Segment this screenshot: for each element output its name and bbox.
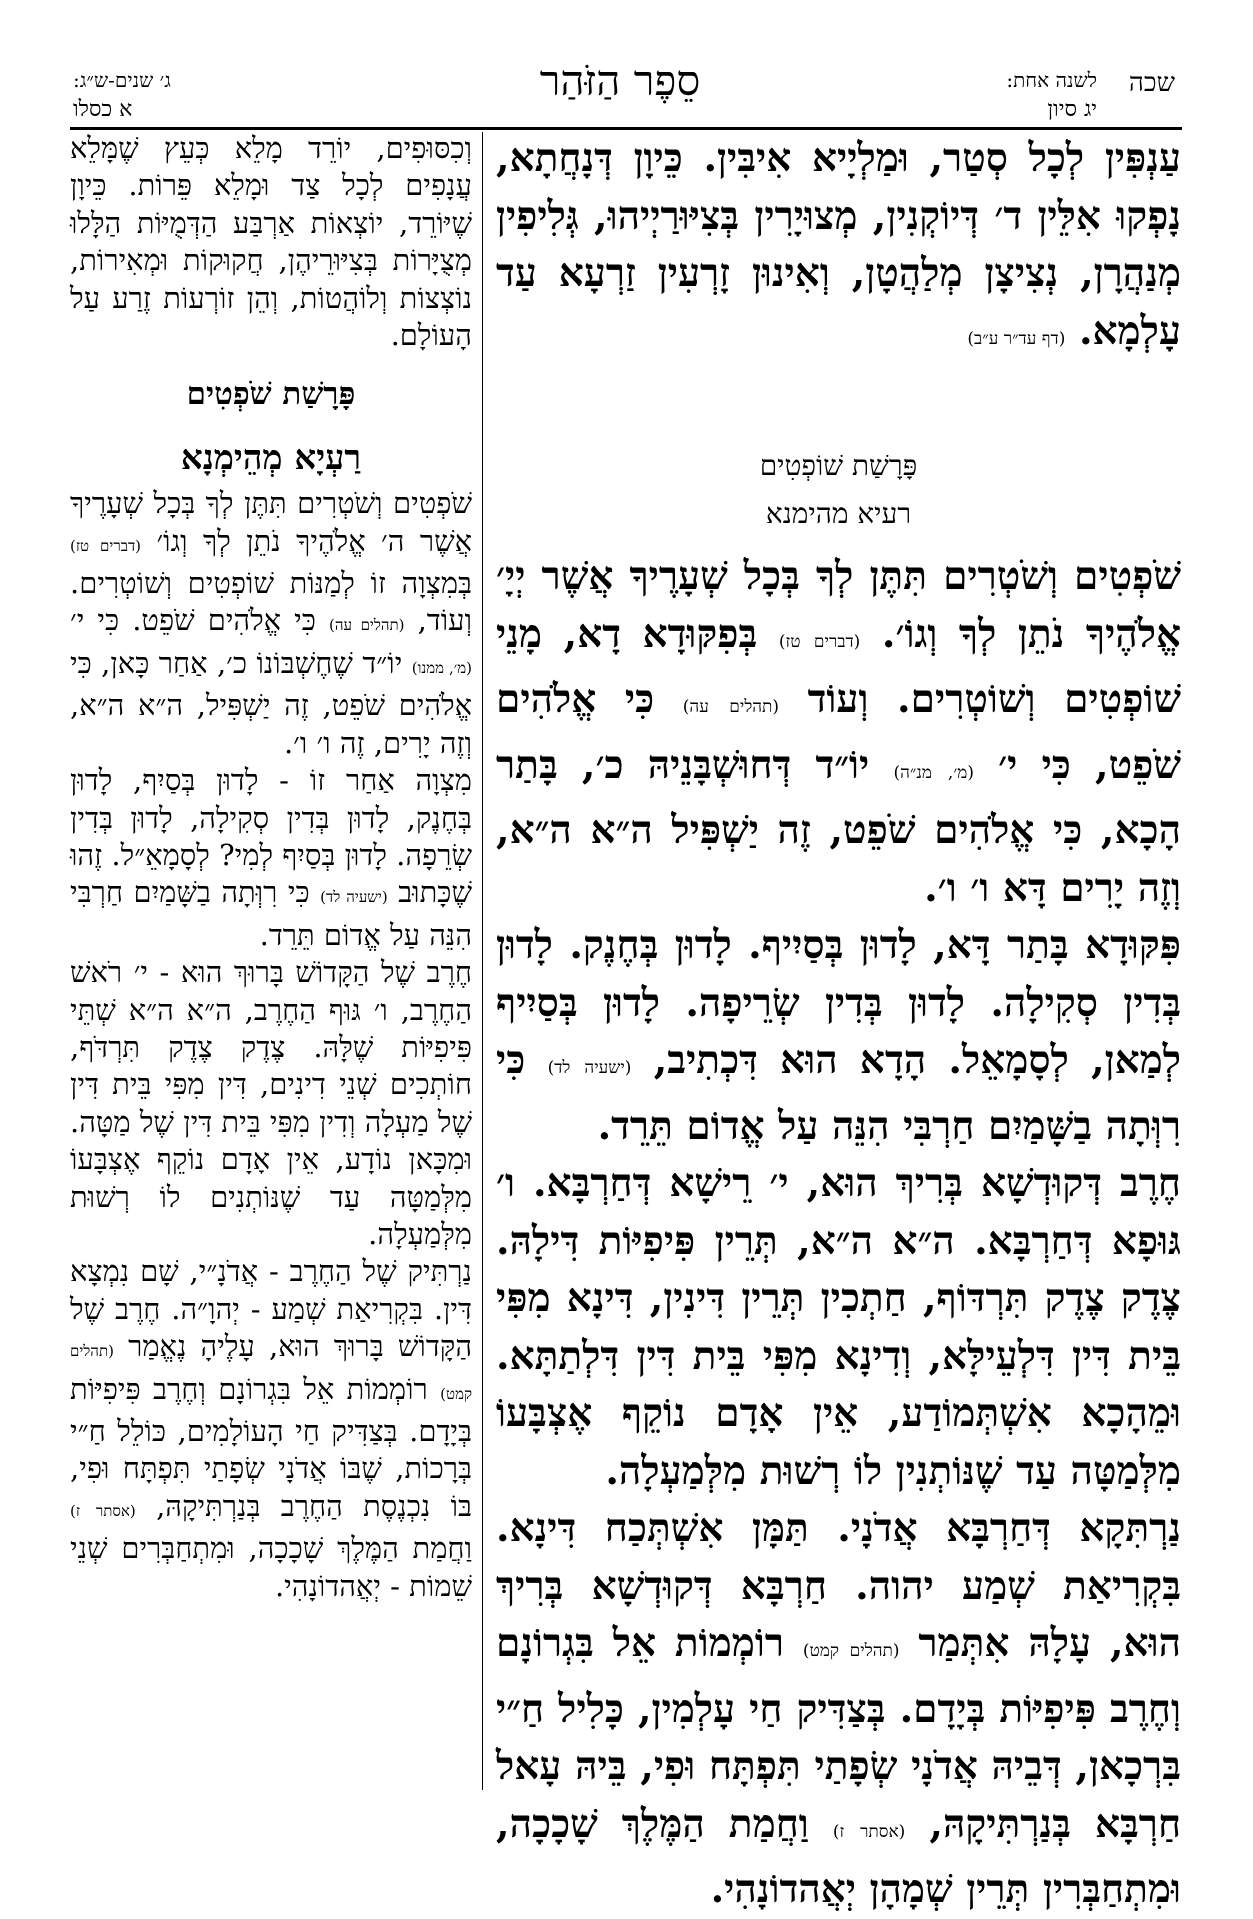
aramaic-text: פִּקּוּדָא בָּתַר דָּא, לָדוּן בְּסַיִיף. לָדוּן בְּחֶנֶק. לָדוּן בְּדִין סְקִילָה. לָדוּן בְּדִין שְׂרֵיפָה. לָדוּן בְּסַיִיף לְמַאן, לְסָמָאֵל. הָדָא הוּא דִּכְתִיב,: [496, 922, 1182, 1083]
citation: (תהלים קמט): [70, 1342, 472, 1403]
hebrew-paragraph-2: [70, 485, 472, 762]
schedule-three-years: ג׳ שנים-ש״ג:: [73, 68, 171, 92]
hebrew-text: מִצְוָה אַחַר זוֹ - לָדוּן בְּסַיִף, לָדוּן בְּחֶנֶק, לָדוּן בְּדִין סְקִילָה, לָדוּן בְּדִין שְׂרֵפָה. לָדוּן בְּסַיִף לְמִי? לְסָמָאֵ״ל. זֶהוּ שֶׁכָּתוּב: [70, 763, 472, 910]
aramaic-text: נַרְתִּקָא דְּחַרְבָּא אֲדֹנָי. תַּמָּן אִשְׁתְּכַח דִּינָא. בִּקְרִיאַת שְׁמַע יהוה. חַרְבָּא דְּקוּדְשָׁא בְּרִיךְ הוּא, עָלָהּ אִתְּמַר: [496, 1505, 1182, 1666]
hebrew-verse: שֹׁפְטִים וְשֹׁטְרִים תִּתֶּן לְךָ בְּכָל שְׁעָרֶיךָ אֲשֶׁר ה׳ אֱלֹהֶיךָ נֹתֵן לְךָ וְגוֹ׳: [70, 486, 473, 558]
aramaic-text: יוֹ״ד דְּחוּשְׁבָּנֵיהּ כ׳, בָּתַר הָכָא, כִּי אֱלֹהִים שֹׁפֵט, זֶה יַשְׁפִּיל ה״א ה״א, וְזֶה יָרִים דָּא ו׳ ו׳.: [496, 741, 1181, 911]
page-reference: (דף עד״ר ע״ב): [967, 328, 1066, 349]
raaya-heading: רעיא מהימנא: [765, 497, 912, 530]
hebrew-text: וַחֲמַת הַמֶּלֶךְ שָׁכָכָה, וּמִתְחַבְּרִים שְׁנֵי שֵׁמוֹת - יְאֲהדוֹנָהִי.: [70, 1531, 472, 1603]
citation: (דברים טז): [70, 536, 142, 555]
citation: (אסתר ז): [70, 1501, 136, 1520]
citation: (תהלים עה): [682, 697, 780, 717]
raaya-heading: רַעְיָא מְהֵימְנָא: [180, 437, 362, 478]
aramaic-verse: שֹׁפְטִים וְשֹׁטְרִים תִּתֶּן לְךָ בְּכָל שְׁעָרֶיךָ אֲשֶׁר יְיָ׳ אֱלֹהֶיךָ נֹתֵן לְךָ וְגוֹ׳.: [496, 553, 1182, 657]
hebrew-verse: כִּי רִוְּתָה בַשָּׁמַיִם חַרְבִּי הִנֵּה עַל אֱדוֹם תֵּרֵד.: [70, 875, 472, 952]
aramaic-column: [496, 130, 1181, 1919]
hebrew-paragraph-5: [70, 1253, 472, 1605]
aramaic-text: רוֹמְמוֹת אֵל בִּגְרוֹנָם וְחֶרֶב פִּיפִיּוֹת בְּיָדָם. בְּצַדִּיק חַי עָלְמִין, כָּלִיל חַ״י בִּרְכָאן, דְּבֵיהּ אֲדֹנָי שְׂפָתַי תִּפְתָּח וּפִי, בֵּיהּ עָאל חַרְבָּא בְּנַרְתִּיקָהּ,: [496, 1620, 1182, 1847]
hebrew-paragraph-1: וְכִסּוּפִים, יוֹרֵד מָלֵא כְּעֵץ שֶׁמָּלֵא עֲנָפִים לְכָל צַד וּמָלֵא פֵּרוֹת. כֵּיוָן שֶׁיּוֹרֵד, יוֹצְאוֹת אַרְבַּע הַדְּמֻיּוֹת הַלָּלוּ מְצֻיָּרוֹת בְּצִיּוּרֵיהֶן, חֲקוּקוֹת וּמְאִירוֹת, נוֹצְצוֹת וְלוֹהֲטוֹת, וְהֵן זוֹרְעוֹת זֶרַע עַל הָעוֹלָם.: [70, 131, 472, 353]
aramaic-paragraph-1: [496, 130, 1181, 368]
hebrew-text: יוֹ״ד שֶׁחֶשְׁבּוֹנוֹ כ׳, אַחַר כָּאן, כִּי אֱלֹהִים שֹׁפֵט, זֶה יַשְׁפִּיל, ה״א ה״א, וְזֶה יָרִים, זֶה ו׳ ו׳.: [70, 645, 472, 760]
hebrew-paragraph-4: חֶרֶב שֶׁל הַקָּדוֹשׁ בָּרוּךְ הוּא - י׳ רֹאשׁ הַחֶרֶב, ו׳ גּוּף הַחֶרֶב, ה״א ה״א שְׁתֵּי פִּיפִיּוֹת שֶׁלָּהּ. צֶדֶק צֶדֶק תִּרְדֹּף, חוֹתְכִים שְׁנֵי דִינִים, דִּין מִפִּי בֵּית דִּין שֶׁל מַעְלָה וְדִין מִפִּי בֵּית דִּין שֶׁל מַטָּה. וּמִכָּאן נוֹדָע, אֵין אָדָם נוֹקֵף אֶצְבָּעוֹ מִלְּמַטָּה עַד שֶׁנּוֹתְנִים לוֹ רְשׁוּת מִלְּמַעְלָה.: [70, 955, 472, 1251]
aramaic-text: כִּי אֱלֹהִים שֹׁפֵט, כִּי י׳: [496, 676, 1182, 788]
hebrew-text: רוֹמְמוֹת אֵל בִּגְרוֹנָם וְחֶרֶב פִּיפִיּוֹת בְּיָדָם. בְּצַדִּיק חַי הָעוֹלָמִים, כּוֹלֵל חַ״י בְּרָכוֹת, שֶׁבּוֹ אֲדֹנָי שְׂפָתַי תִּפְתָּח וּפִי, בּוֹ נִכְנֶסֶת הַחֶרֶב בְּנַרְתִּיקָהּ,: [70, 1371, 472, 1523]
citation: (מ׳, ממנו): [411, 658, 472, 677]
citation: (ישעיה לד): [320, 888, 388, 907]
book-title: סֵפֶר הַזֹּהַר: [539, 56, 701, 105]
citation: (מ׳, מנ״ה): [893, 762, 974, 783]
citation: (אסתר ז): [832, 1821, 906, 1842]
column-divider: [482, 132, 483, 1790]
hebrew-text: נַרְתִּיק שֶׁל הַחֶרֶב - אֲדֹנָ״י, שָׁם נִמְצָא דִּין. בִּקְרִיאַת שְׁמַע - יְהוָ״ה. חֶרֶב שֶׁל הַקָּדוֹשׁ בָּרוּךְ הוּא, עָלֶיהָ נֶאֱמַר: [70, 1254, 472, 1364]
citation: (ישעיה לד): [547, 1058, 632, 1078]
hebrew-text: בְּמִצְוָה זוֹ לְמַנּוֹת שׁוֹפְטִים וְשׁוֹטְרִים. וְעוֹד,: [70, 566, 472, 638]
aramaic-verse: כִּי רִוְּתָה בַשָּׁמַיִם חַרְבִּי הִנֵּה עַל אֱדוֹם תֵּרֵד.: [496, 1037, 1181, 1149]
aramaic-text: עַנְפִּין לְכָל סְטַר, וּמַלְיָיא אִיבִּין. כֵּיוָן דְּנָחֲתָא, נָפְקוּ אִלֵּין ד׳ דְּיוֹקְנִין, מְצוּיָרִין בְּצִיּוּרַיְיהוּ, גְּלִיפִין מְנַהֲרָן, נְצִיצָן מְלַהֲטָן, וְאִינוּן זָרְעִין זַרְעָא עַד עָלְמָא.: [496, 135, 1181, 354]
hebrew-paragraph-3: [70, 762, 472, 954]
parasha-heading: פָּרָשַׁת שֹׁפְטִים: [186, 376, 356, 413]
schedule-one-year: לשנה אחת:: [1006, 68, 1097, 92]
citation: (תהלים עה): [328, 616, 405, 635]
citation: (דברים טז): [778, 631, 861, 652]
aramaic-paragraph-3: [496, 917, 1181, 1155]
page-number: שכה: [1128, 68, 1175, 98]
aramaic-text: בְּפִקּוּדָא דָא, מָנֵי שׁוֹפְטִים וְשׁוֹטְרִים. וְעוֹד: [496, 610, 1182, 722]
aramaic-paragraph-5: [496, 1500, 1181, 1919]
aramaic-paragraph-2: [496, 548, 1181, 917]
aramaic-text: וַחֲמַת הַמֶּלֶךְ שָׁכָכָה, וּמִתְחַבְּרִין תְּרֵין שְׁמָהָן יְאֲהדוֹנָהִי.: [496, 1800, 1181, 1912]
aramaic-paragraph-4: חֶרֶב דְּקוּדְשָׁא בְּרִיךְ הוּא, י׳ רֵישָׁא דְּחַרְבָּא. ו׳ גּוּפָא דְּחַרְבָּא. ה״א ה״א, תְּרֵין פִּיפִיּוֹת דִּילָהּ. צֶדֶק צֶדֶק תִּרְדּוֹף, חַתְכִין תְּרֵין דִּינִין, דִּינָא מִפִּי בֵּית דִּין דִּלְעֵילָּא, וְדִינָא מִפִּי בֵּית דִּין דִּלְתַתָּא. וּמֵהָכָא אִשְׁתְּמוֹדַע, אֵין אָדָם נוֹקֵף אֶצְבָּעוֹ מִלְּמַטָּה עַד שֶׁנּוֹתְנִין לוֹ רְשׁוּת מִלְּמַעְלָה.: [496, 1160, 1181, 1494]
citation: (תהלים קמט): [802, 1641, 900, 1661]
schedule-one-year-date: יג סיון: [1047, 97, 1097, 122]
hebrew-text: כִּי אֱלֹהִים שֹׁפֵט. כִּי י׳: [70, 603, 316, 638]
hebrew-column: [70, 130, 472, 1605]
schedule-three-years-date: א כסלו: [73, 97, 133, 122]
parasha-heading: פָּרָשַׁת שׁוֹפְטִים: [759, 449, 918, 482]
